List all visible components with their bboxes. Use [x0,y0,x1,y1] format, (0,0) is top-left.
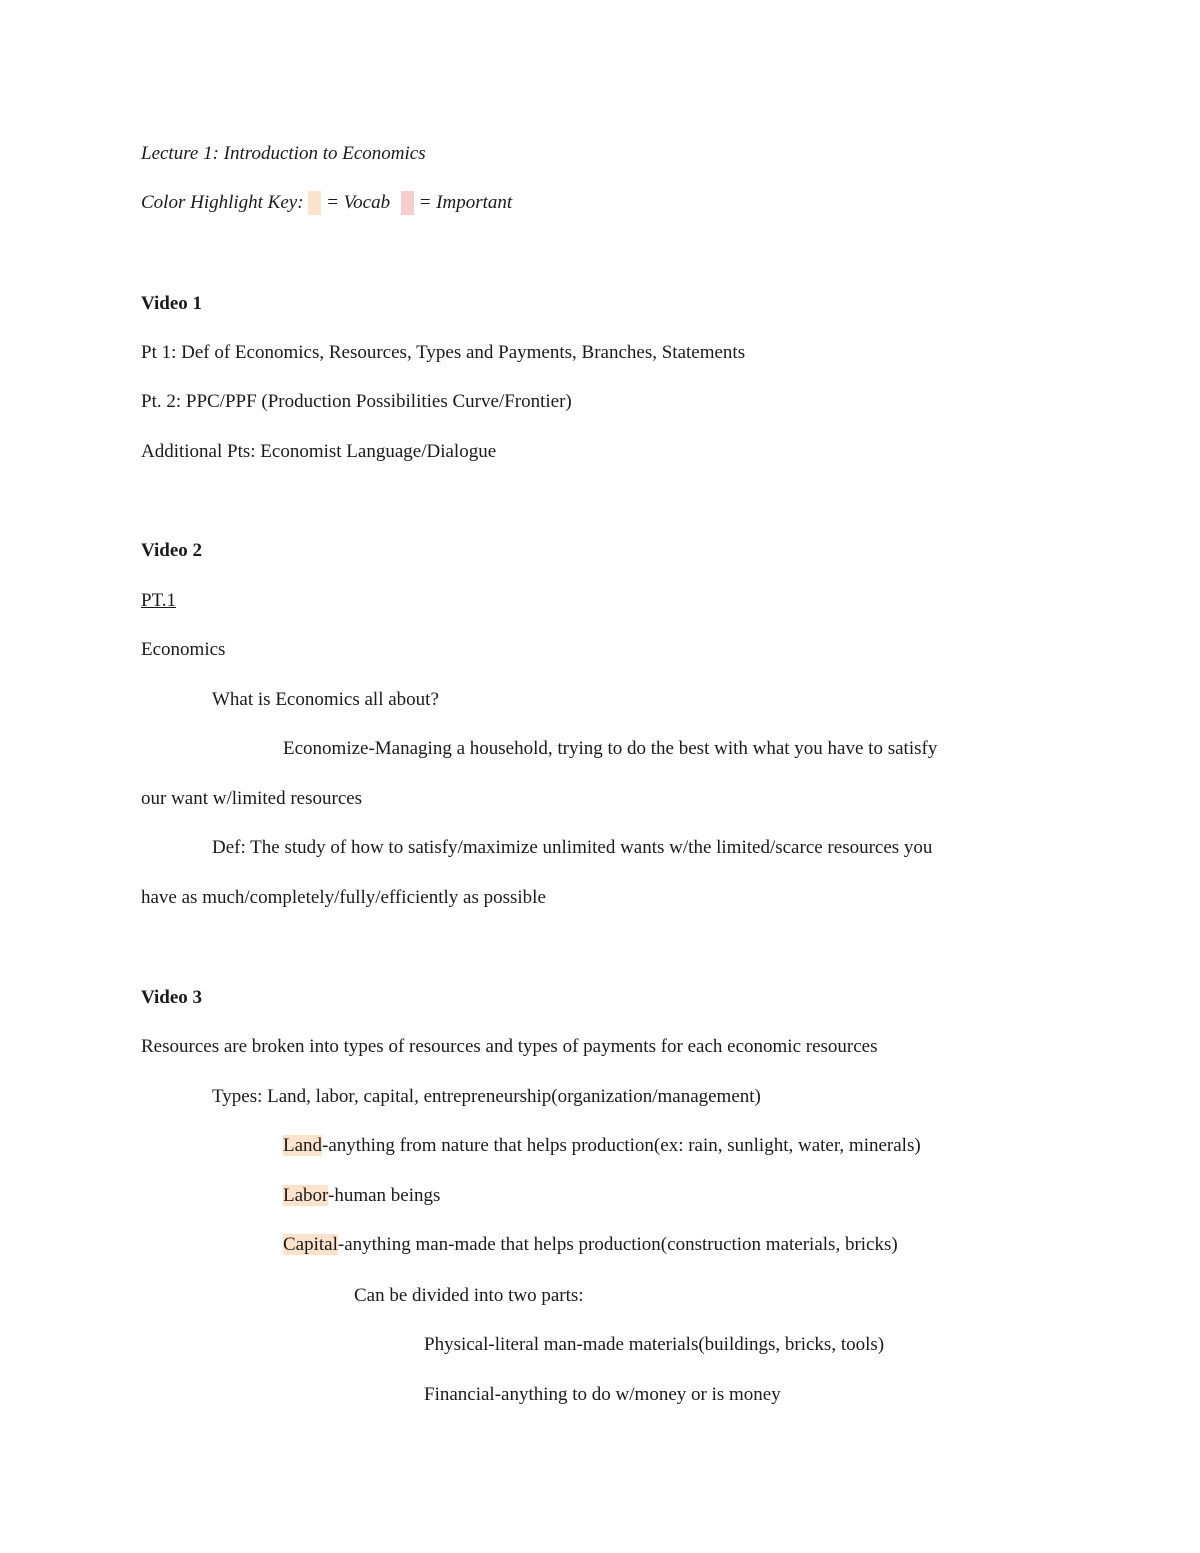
video3-intro: Resources are broken into types of resources and types of payments for each economic resources [141,1036,878,1057]
land-definition [283,1134,921,1158]
capital-definition [283,1233,898,1257]
labor-def-text: -human beings [328,1185,441,1206]
video1-pt1: Pt 1: Def of Economics, Resources, Types and Payments, Branches, Statements [141,342,746,363]
capital-def-text: -anything man-made that helps production(construction materials, bricks) [337,1234,898,1255]
video2-def-line1: Def: The study of how to satisfy/maximize unlimited wants w/the limited/scarce resources you [212,837,933,858]
land-def-text: -anything from nature that helps production(ex: rain, sunlight, water, minerals) [322,1135,921,1156]
capital-parts: Can be divided into two parts: [354,1285,584,1306]
vocab-key-label: = Vocab [326,192,391,213]
video2-question: What is Economics all about? [212,689,439,710]
video2-economize-line2: our want w/limited resources [141,788,363,809]
video2-heading: Video 2 [141,540,203,561]
important-swatch [401,191,414,215]
important-key-label: = Important [418,192,513,213]
capital-term: Capital [283,1234,338,1255]
vocab-swatch [308,191,321,215]
video2-topic: Economics [141,639,226,660]
video2-economize-line1: Economize-Managing a household, trying to do the best with what you have to satisfy [283,738,938,759]
labor-term: Labor [283,1185,328,1206]
video1-heading: Video 1 [141,293,203,314]
land-term: Land [283,1135,323,1156]
color-key-label: Color Highlight Key: [141,192,304,213]
video2-section: PT.1 [141,590,177,611]
video1-additional: Additional Pts: Economist Language/Dialogue [141,441,497,462]
labor-definition [283,1184,440,1208]
lecture-title: Lecture 1: Introduction to Economics [141,143,426,164]
video3-heading: Video 3 [141,987,203,1008]
video1-pt2: Pt. 2: PPC/PPF (Production Possibilities Curve/Frontier) [141,391,572,412]
capital-financial: Financial-anything to do w/money or is money [424,1384,781,1405]
color-key [141,191,512,215]
video3-types: Types: Land, labor, capital, entrepreneurship(organization/management) [212,1086,761,1107]
video2-def-line2: have as much/completely/fully/efficiently as possible [141,887,546,908]
capital-physical: Physical-literal man-made materials(buildings, bricks, tools) [424,1334,885,1355]
